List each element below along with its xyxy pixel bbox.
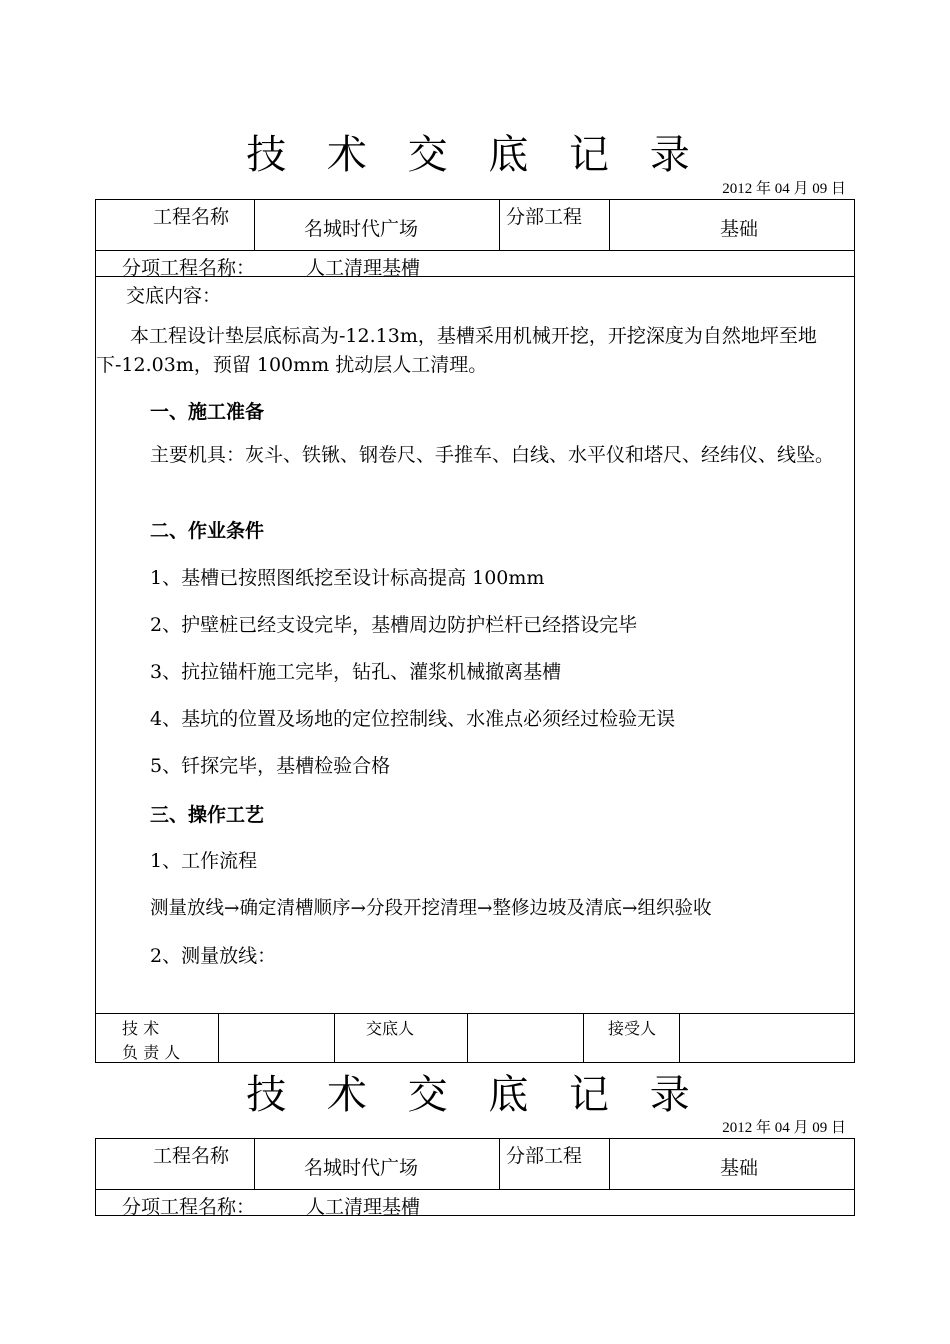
col-divider [218,1013,219,1062]
project-name-label: 工程名称 [153,1145,230,1167]
condition-item: 4、基坑的位置及场地的定位控制线、水准点必须经过检验无误 [150,708,676,730]
process-flow: 测量放线→确定清槽顺序→分段开挖清理→整修边坡及清底→组织验收 [150,898,712,919]
process-step: 2、测量放线： [150,945,277,967]
col-divider [499,1139,500,1189]
col-divider [254,200,255,250]
receiver-label: 接受人 [608,1019,657,1038]
col-divider [583,1013,584,1062]
disclosure-form [95,199,855,1063]
col-divider [467,1013,468,1062]
disclosure-form [95,1138,855,1216]
col-divider [334,1013,335,1062]
preparation-text: 主要机具：灰斗、铁锹、钢卷尺、手推车、白线、水平仪和塔尺、经纬仪、线坠。 [150,444,835,466]
project-name-value: 名城时代广场 [304,218,419,240]
condition-item: 3、抗拉锚杆施工完毕，钻孔、灌浆机械撤离基槽 [150,661,562,683]
row-divider [96,1013,854,1014]
tech-lead-label: 技 术 [122,1019,160,1038]
intro-paragraph: 本工程设计垫层底标高为-12.13m，基槽采用机械开挖，开挖深度为自然地坪至地下-12.03m，预留 100mm 扰动层人工清理。 [96,325,817,376]
row-divider [96,250,854,251]
record-date: 2012 年 04 月 09 日 [722,181,846,197]
subitem-value: 人工清理基槽 [306,1196,421,1218]
subitem-label: 分项工程名称： [122,1196,256,1218]
subitem-value: 人工清理基槽 [306,257,421,279]
condition-item: 1、基槽已按照图纸挖至设计标高提高 100mm [150,567,545,589]
document-title: 技 术 交 底 记 录 [246,132,704,178]
section-heading-preparation: 一、施工准备 [150,401,265,423]
discloser-label: 交底人 [366,1019,415,1038]
condition-item: 2、护壁桩已经支设完毕，基槽周边防护栏杆已经搭设完毕 [150,614,638,636]
col-divider [499,200,500,250]
col-divider [254,1139,255,1189]
division-label: 分部工程 [506,206,583,228]
record-date: 2012 年 04 月 09 日 [722,1120,846,1136]
col-divider [679,1013,680,1062]
document-title: 技 术 交 底 记 录 [246,1072,704,1118]
division-value: 基础 [720,218,759,240]
project-name-label: 工程名称 [153,206,230,228]
project-name-value: 名城时代广场 [304,1157,419,1179]
content-label: 交底内容： [126,285,222,307]
col-divider [609,200,610,250]
division-value: 基础 [720,1157,759,1179]
tech-lead-label: 负 责 人 [122,1043,181,1062]
section-heading-conditions: 二、作业条件 [150,520,265,542]
subitem-label: 分项工程名称： [122,257,256,279]
section-heading-process: 三、操作工艺 [150,804,265,826]
row-divider [96,1189,854,1190]
process-step: 1、工作流程 [150,850,258,872]
condition-item: 5、钎探完毕，基槽检验合格 [150,755,391,777]
division-label: 分部工程 [506,1145,583,1167]
col-divider [609,1139,610,1189]
